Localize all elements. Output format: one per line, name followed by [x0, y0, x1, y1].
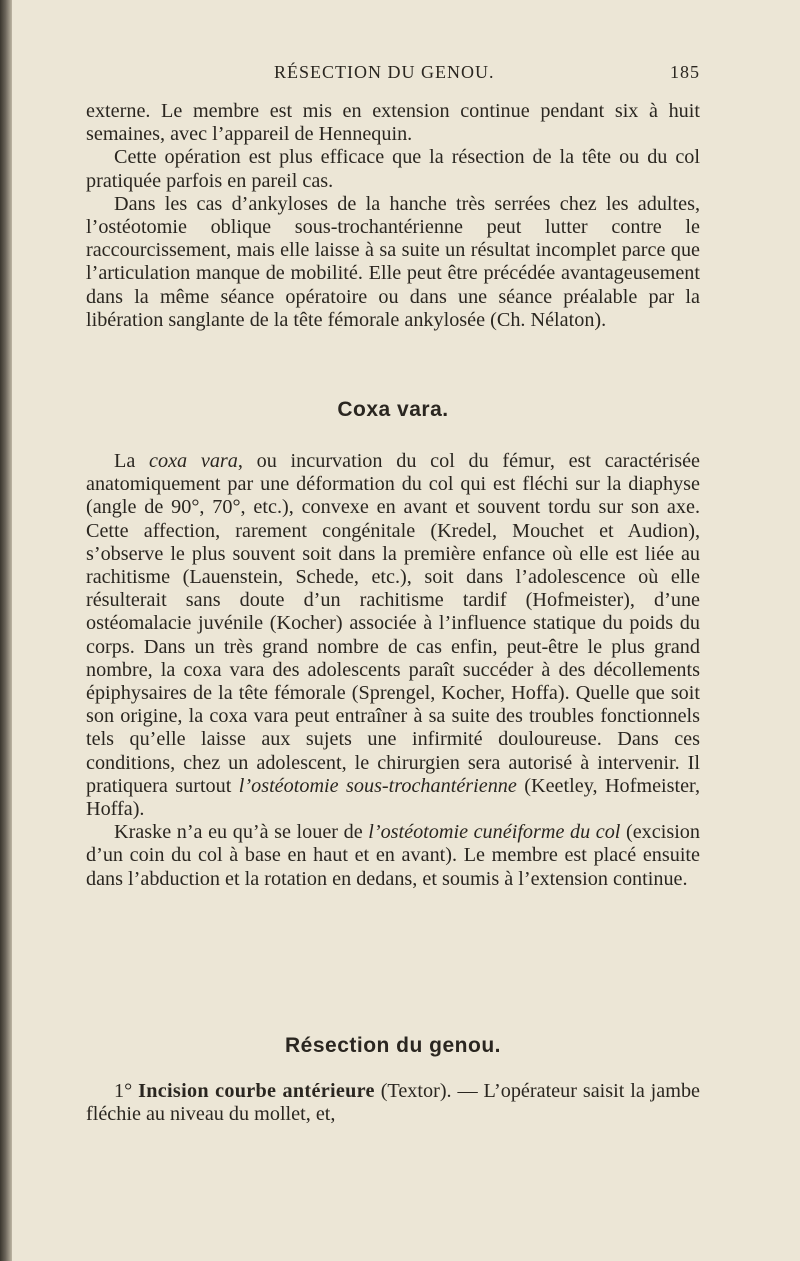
paragraph: [86, 821, 700, 891]
running-head: [86, 62, 700, 86]
paragraph: [86, 450, 700, 821]
text-run: Kraske n’a eu qu’à se louer de: [114, 821, 369, 844]
text-run: (Keetley, Hofmeister, Hoffa).: [86, 774, 701, 821]
paragraph: [86, 1080, 700, 1126]
paragraph: externe. Le membre est mis en extension continue pendant six à huit semaines, avec l’appareil de Hennequin.: [86, 100, 700, 146]
bold-term: Incision courbe antérieure: [138, 1080, 375, 1102]
page-number: 185: [670, 62, 700, 82]
genou-text-block: [86, 1080, 700, 1126]
paragraph: Dans les cas d’ankyloses de la hanche très serrées chez les adultes, l’ostéotomie oblique sous-trochantérienne peut lutter contre le raccourcissement, mais elle laisse à sa suite un résultat incomplet parce que l’articulation manque de mobilité. Elle peut être précédée avantageusement dans la même séance opératoire ou dans une séance préalable par la libération sanglante de la tête fémorale ankylosée (Ch. Nélaton).: [86, 192, 700, 331]
italic-term: l’ostéotomie cunéiforme du col: [368, 821, 621, 844]
coxa-vara-text-block: [86, 450, 700, 891]
text-run: (Textor). — L’opérateur saisit la jambe fléchie au niveau du mollet, et,: [86, 1080, 701, 1126]
item-number: 1°: [114, 1080, 139, 1102]
paragraph: Cette opération est plus efficace que la résection de la tête ou du col pratiquée parfois en pareil cas.: [86, 146, 700, 192]
italic-term: coxa vara: [149, 450, 238, 472]
section-heading-coxa-vara: Coxa vara.: [337, 398, 449, 421]
text-run: (excision d’un coin du col à base en haut et en avant). Le membre est placé ensuite dans l’abduction et la rotation en dedans, et soumis à l’extension continue.: [86, 821, 700, 890]
italic-term: l’ostéotomie sous-trochantérienne: [238, 774, 517, 797]
text-run: , ou incurvation du col du fémur, est caractérisée anatomiquement par une déformation du col qui est fléchi sur la diaphyse (angle de 90°, 70°, etc.), convexe en avant et souvent tordu sur son axe. Cette affection, rarement congénitale (Kredel, Mouchet et Audion), s’observe le plus souvent soit dans la première enfance où elle est liée au rachitisme (Lauenstein, Schede, etc.), soit dans l’adolescence où elle résulterait sans doute d’un rachitisme tardif (Hofmeister), d’une ostéomalacie juvénile (Kocher) associée à l’influence statique du poids du corps. Dans un très grand nombre de cas enfin, peut-être le plus grand nombre, la coxa vara des adolescents paraît succéder à des décollements épiphysaires de la tête fémorale (Sprengel, Kocher, Hoffa). Quelle que soit son origine, la coxa vara peut entraîner à sa suite des troubles fonctionnels tels qu’elle laisse aux sujets une infirmité douloureuse. Dans ces conditions, chez un adolescent, le chirurgien sera autorisé à intervenir. Il pratiquera surtout: [86, 450, 700, 797]
text-run: La: [114, 450, 150, 472]
section-heading-resection-genou: Résection du genou.: [284, 1034, 501, 1057]
opening-text-block: [86, 100, 700, 332]
book-binding-edge: [0, 0, 12, 1261]
running-head-title: RÉSECTION DU GENOU.: [274, 62, 495, 82]
